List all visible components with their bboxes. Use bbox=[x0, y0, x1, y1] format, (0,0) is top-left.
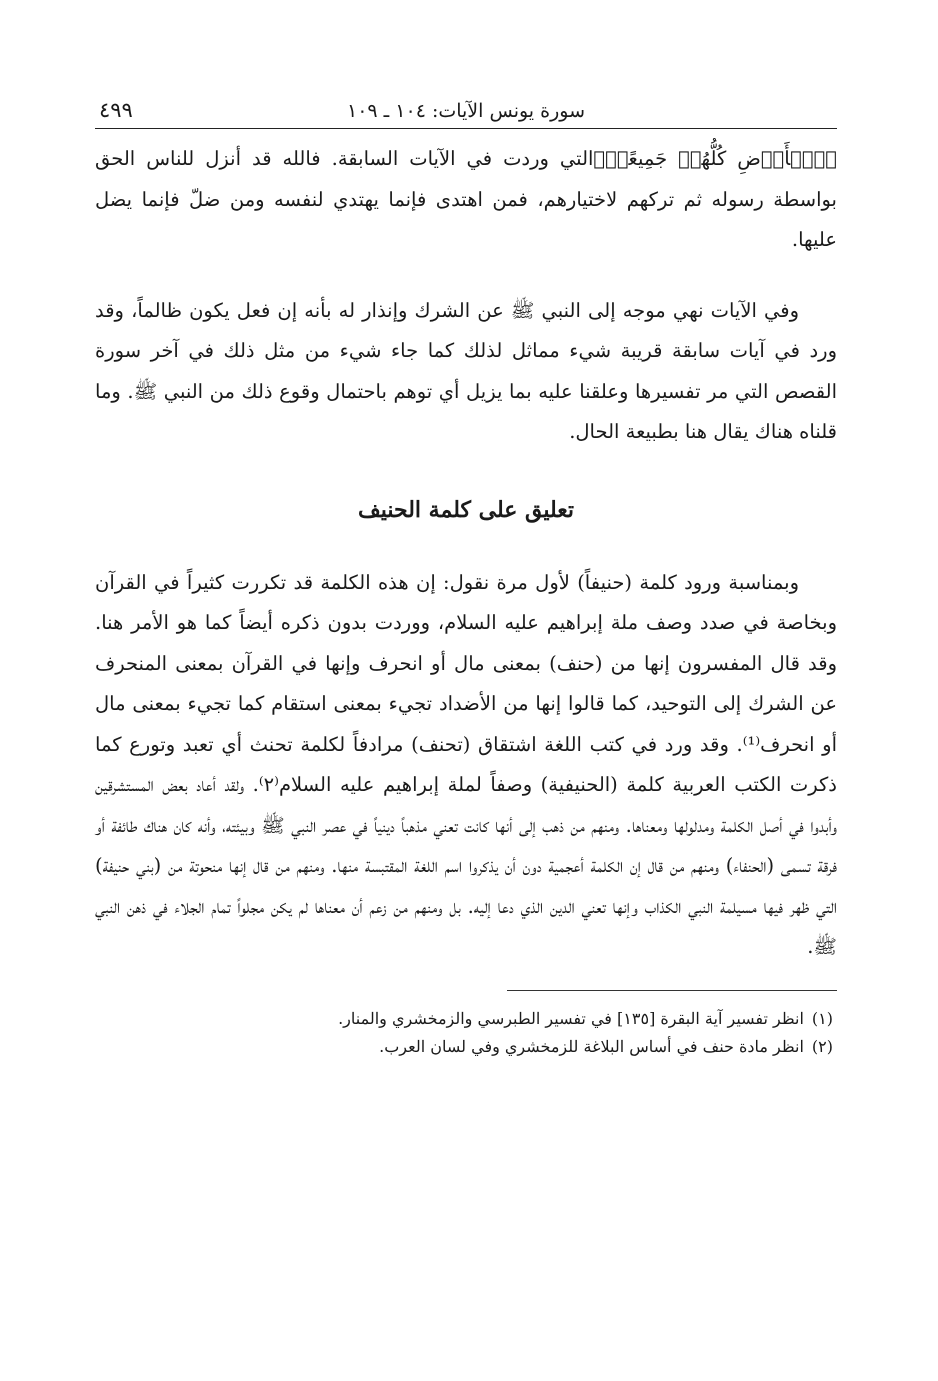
running-title: سورة يونس الآيات: ١٠٤ ـ ١٠٩ bbox=[347, 100, 585, 122]
footnote-2 bbox=[95, 1033, 837, 1061]
paragraph-warning: وفي الآيات نهي موجه إلى النبي ﷺ عن الشرك وإنذار له بأنه إن فعل يكون ظالماً، وقد ورد في آيات سابقة قريبة شيء مماثل لذلك كما جاء شيء من مثل ذلك في آخر سورة القصص التي مر تفسيرها وعلقنا عليه بما يزيل أي توهم باحتمال وقوع ذلك من النبي ﷺ. وما قلناه هناك يقال هنا بطبيعة الحال. bbox=[95, 298, 837, 443]
book-page bbox=[95, 92, 837, 1061]
section-body: وبمناسبة ورود كلمة (حنيفاً) لأول مرة نقول: إن هذه الكلمة قد تكررت كثيراً في القرآن وبخاصة في صدد وصف ملة إبراهيم عليه السلام، ووردت بدون ذكره أيضاً كما هو الأمر هنا. وقد قال المفسرون إنها من (حنف) بمعنى مال أو انحرف وإنها في القرآن بمعنى المنحرف عن الشرك إلى التوحيد، كما قالوا إنها من الأضداد تجيء بمعنى استقام كما تجيء بمعنى مال أو انحرف⁽¹⁾. وقد ورد في كتب اللغة اشتقاق (تحنف) مرادفاً لكلمة تحنث أي تعبد وتورع كما ذكرت الكتب العربية كلمة (الحنيفية) وصفاً لملة إبراهيم عليه السلام⁽٢⁾. ولقد أعاد بعض المستشرقين وأبدوا في أصل الكلمة ومدلولها ومعناها. ومنهم من ذهب إلى أنها كانت تعني مذهباً دينياً في عصر النبي ﷺ وبيئته، وأنه كان هناك طائفة أو فرقة تسمى (الحنفاء) ومنهم من قال إن الكلمة أعجمية دون أن يذكروا اسم اللغة المقتبسة منها. ومنهم من قال إنها منحوتة من (بني حنيفة) التي ظهر فيها مسيلمة النبي الكذاب وإنها تعني الدين الذي دعا إليه. بل ومنهم من زعم أن معناها لم يكن مجلواً تمام الجلاء في ذهن النبي ﷺ. bbox=[95, 570, 837, 958]
page-number: ٤٩٩ bbox=[99, 98, 133, 122]
footnote-number: (١) bbox=[811, 1008, 833, 1028]
footnote-1 bbox=[95, 1005, 837, 1033]
running-header bbox=[95, 92, 837, 129]
paragraph-continuation: ﴿ٱلۡأَرۡضِ كُلُّهُمۡ جَمِيعًاۚ﴾التي وردت في الآيات السابقة. فالله قد أنزل للناس الحق بواسطة رسوله ثم تركهم لاختيارهم، فمن اهتدى فإنما يهتدي لنفسه ومن ضلّ فإنما يضل عليها. bbox=[95, 147, 837, 251]
footnote-number: (٢) bbox=[811, 1036, 833, 1056]
section-heading: تعليق على كلمة الحنيف bbox=[357, 496, 575, 523]
footnote-divider bbox=[507, 990, 837, 991]
footnote-text: انظر مادة حنف في أساس البلاغة للزمخشري وفي لسان العرب. bbox=[379, 1036, 804, 1056]
footnote-text: انظر تفسير آية البقرة [١٣٥] في تفسير الطبرسي والزمخشري والمنار. bbox=[338, 1008, 804, 1028]
